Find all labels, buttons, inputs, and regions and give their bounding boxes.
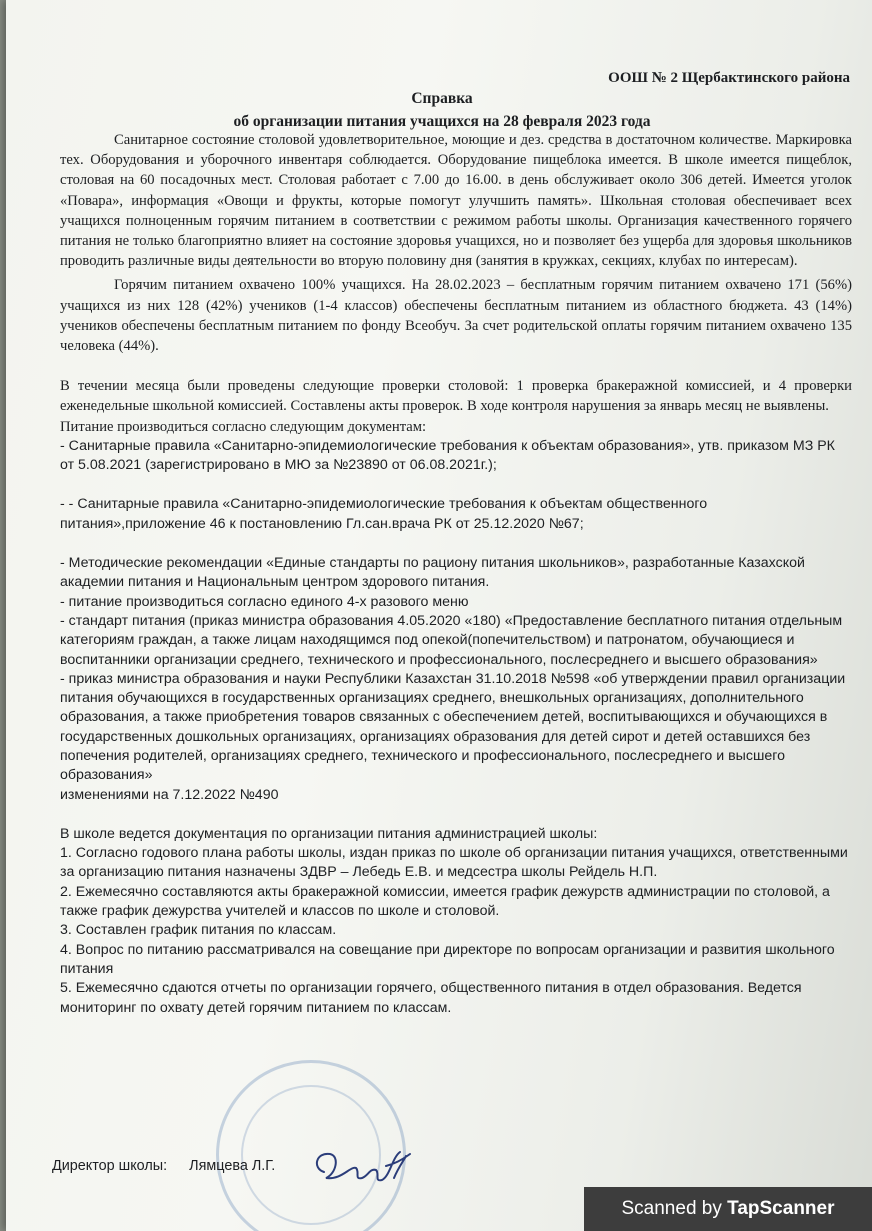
document-page <box>6 0 872 1231</box>
list-item: - Санитарные правила «Санитарно-эпидемиологические требования к объектам образования», утв. приказом МЗ РК от 5.08.2021 (зарегистрировано в МЮ за №23890 от 06.08.2021г.); <box>60 437 835 474</box>
documents-list <box>60 437 852 1018</box>
watermark-brand: TapScanner <box>727 1198 835 1219</box>
list-item: 2. Ежемесячно составляются акты бракеражной комиссии, имеется график дежурств администрации по столовой, а также график дежурства учителей и классов по школе и столовой. <box>60 883 830 920</box>
list-item: - Методические рекомендации «Единые стандарты по рациону питания школьников», разработанные Казахской академии питания и Национальным центром здорового питания. <box>60 555 805 591</box>
document-title: Справка <box>411 90 473 107</box>
paragraph-documents-intro: Питание производиться согласно следующим документам: <box>60 418 427 435</box>
scanner-watermark <box>584 1187 872 1231</box>
list-item: 1. Согласно годового плана работы школы, издан приказ по школе об организации питания учащихся, ответственными за организацию питания назначены ЗДВР – Лебедь Е.В. и медсестра школы Рейдель Н.П. <box>60 845 848 881</box>
watermark-prefix: Scanned by <box>621 1198 728 1219</box>
list-item: 3. Составлен график питания по классам. <box>60 922 337 939</box>
list-item: - питание производиться согласно единого 4-х разового меню <box>60 593 469 610</box>
signatory-name: Лямцева Л.Г. <box>189 1158 276 1174</box>
paragraph-canteen-state: Санитарное состояние столовой удовлетворительное, моющие и дез. средства в достаточном количестве. Маркировка тех. Оборудования и уборочного инвентаря соблюдается. Оборудование пищеблока имеется. В школе имеется пищеблок, столовая на 60 посадочных мест. Столовая работает с 7.00 до 16.00. в день обслуживает около 306 детей. Имеется уголок «Повара», информация «Овощи и фрукты, которые помогут улучшить память». Школьная столовая обеспечивает всех учащихся полноценным горячим питанием в соответствии с режимом работы школы. Организация качественного горячего питания не только благоприятно влияет на состояние здоровья учащихся, но и позволяет без ущерба для здоровья школьников проводить различные виды деятельности во вторую половину дня (занятия в кружках, секциях, клубах по интересам). <box>60 132 852 270</box>
list-item: - стандарт питания (приказ министра образования 4.05.2020 «180) «Предоставление бесплатного питания отдельным категориям граждан, а также лицам находящимся под опекой(попечительством) и патронатом, обучающиеся и воспитанники организации среднего, технического и профессионального, послесреднего и высшего образования» <box>60 612 843 668</box>
list-item: - - Санитарные правила «Санитарно-эпидемиологические требования к объектам общественного питания»,приложение 46 к постановлению Гл.сан.врача РК от 25.12.2020 №67; <box>60 496 708 532</box>
document-subtitle: об организации питания учащихся на 28 февраля 2023 года <box>233 113 651 130</box>
list-item: - приказ министра образования и науки Республики Казахстан 31.10.2018 №598 «об утверждении правил организации питания обучающихся в государственных организациях среднего, внешкольных организациях, дополнительного образования, а также приобретения товаров связанных с обеспечением детей, воспитывающихся и обучающихся в государственных дошкольных организациях, организациях образования для детей сирот и детей оставшихся без попечения родителей, организациях среднего, технического и профессионального, послесреднего и высшего образования» <box>60 670 846 784</box>
documentation-intro: В школе ведется документация по организации питания администрацией школы: <box>60 825 598 842</box>
document-body <box>60 130 852 1018</box>
list-item: изменениями на 7.12.2022 №490 <box>60 786 279 803</box>
list-item: 4. Вопрос по питанию рассматривался на совещание при директоре по вопросам организации и развития школьного питания <box>60 941 835 977</box>
paragraph-inspections: В течении месяца были проведены следующие проверки столовой: 1 проверка бракеражной комиссией, и 4 проверки еженедельные школьной комиссией. Составлены акты проверок. В ходе контроля нарушения за январь месяц не выявлены. <box>60 378 852 415</box>
paragraph-coverage: Горячим питанием охвачено 100% учащихся. На 28.02.2023 – бесплатным горячим питанием охвачено 171 (56%) учащихся из них 128 (42%) учеников (1-4 классов) обеспечены бесплатным питанием из областного бюджета. 43 (14%) учеников обеспечены бесплатным питанием по фонду Всеобуч. За счет родительской оплаты горячим питанием охвачено 135 человека (44%). <box>60 277 852 355</box>
handwritten-signature <box>306 1138 416 1198</box>
signature-block <box>52 1158 275 1174</box>
school-name: ООШ № 2 Щербактинского района <box>608 70 850 86</box>
signatory-role: Директор школы: <box>52 1158 168 1174</box>
list-item: 5. Ежемесячно сдаются отчеты по организации горячего, общественного питания в отдел образования. Ведется мониторинг по охвату детей горячим питанием по классам. <box>60 980 802 1016</box>
